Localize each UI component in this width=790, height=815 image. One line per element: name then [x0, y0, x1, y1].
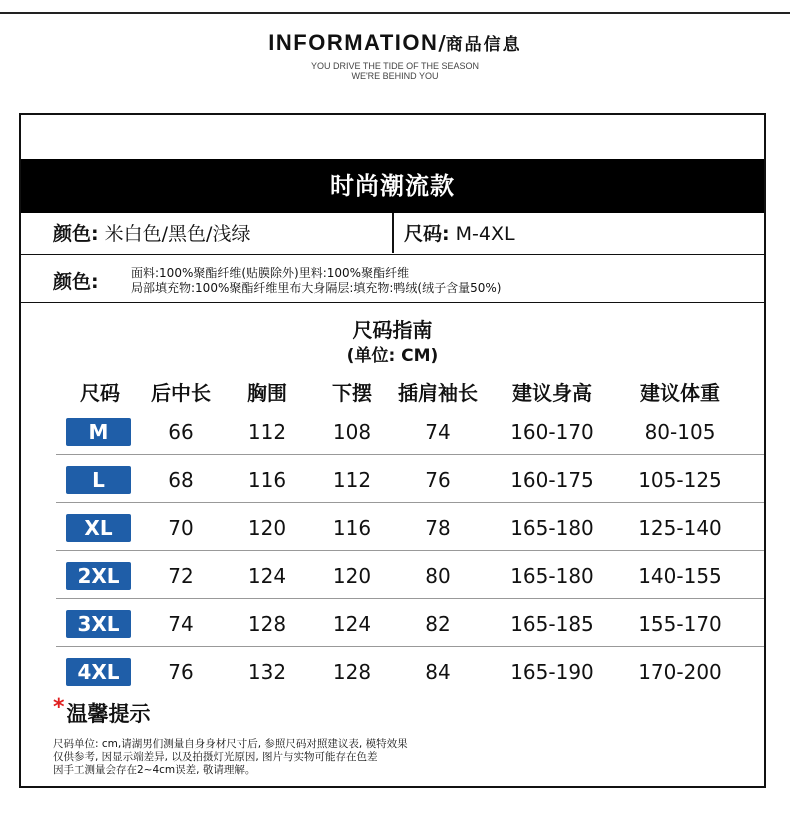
asterisk-icon: * [53, 695, 65, 720]
tips-title: 温馨提示 [66, 702, 151, 726]
header-weight: 建议体重 [640, 381, 720, 405]
cell-sleeve: 78 [425, 516, 451, 540]
tips-notes [53, 738, 408, 777]
cell-weight: 105-125 [638, 468, 722, 492]
material-text [131, 266, 501, 296]
size-table-header [21, 377, 764, 407]
color-label: 颜色: [53, 223, 99, 245]
tips-heading [53, 695, 151, 728]
cell-divider [392, 213, 394, 253]
product-info-card [19, 113, 766, 788]
cell-hem: 112 [332, 468, 372, 492]
cell-height: 160-170 [510, 420, 594, 444]
size-value: M-4XL [455, 223, 515, 245]
header-subtitle [0, 61, 790, 81]
cell-weight: 140-155 [638, 564, 722, 588]
cell-back-length: 66 [168, 420, 194, 444]
cell-sleeve: 82 [425, 612, 451, 636]
cell-chest: 132 [247, 660, 287, 684]
section-header [0, 30, 790, 56]
size-label: 尺码: [404, 223, 450, 245]
cell-height: 165-180 [510, 564, 594, 588]
cell-weight: 170-200 [638, 660, 722, 684]
tips-line-3: 因手工测量会存在2~4cm误差, 敬请理解。 [53, 764, 256, 776]
size-cell [404, 213, 515, 253]
header-hem: 下摆 [332, 381, 372, 405]
cell-hem: 124 [332, 612, 372, 636]
cell-sleeve: 74 [425, 420, 451, 444]
size-badge: M [66, 418, 131, 446]
size-guide-unit: (单位: CM) [346, 346, 439, 366]
cell-back-length: 70 [168, 516, 194, 540]
cell-hem: 128 [332, 660, 372, 684]
cell-hem: 120 [332, 564, 372, 588]
table-row [21, 647, 764, 695]
table-row [21, 407, 764, 455]
table-row [21, 599, 764, 647]
color-cell [53, 213, 250, 253]
cell-back-length: 76 [168, 660, 194, 684]
material-line-1: 面料:100%聚酯纤维(贴膜除外)里料:100%聚酯纤维 [131, 266, 410, 280]
cell-weight: 80-105 [644, 420, 716, 444]
size-badge: XL [66, 514, 131, 542]
size-badge: L [66, 466, 131, 494]
cell-back-length: 72 [168, 564, 194, 588]
header-slash: / [438, 31, 446, 55]
cell-chest: 124 [247, 564, 287, 588]
table-row [21, 551, 764, 599]
header-subtitle-line2: WE'RE BEHIND YOU [351, 71, 439, 81]
cell-sleeve: 80 [425, 564, 451, 588]
color-size-row [21, 213, 764, 255]
cell-sleeve: 84 [425, 660, 451, 684]
tips-line-2: 仅供参考, 因显示端差异, 以及拍摄灯光原因, 图片与实物可能存在色差 [53, 751, 378, 763]
header-title-en: INFORMATION [268, 30, 439, 55]
cell-back-length: 74 [168, 612, 194, 636]
cell-weight: 155-170 [638, 612, 722, 636]
cell-weight: 125-140 [638, 516, 722, 540]
header-sleeve: 插肩袖长 [398, 381, 478, 405]
header-chest: 胸围 [247, 381, 287, 405]
header-height: 建议身高 [512, 381, 592, 405]
size-guide-title: 尺码指南 [352, 318, 433, 342]
table-row [21, 455, 764, 503]
cell-back-length: 68 [168, 468, 194, 492]
header-size: 尺码 [80, 381, 120, 405]
cell-chest: 120 [247, 516, 287, 540]
header-back-length: 后中长 [151, 381, 211, 405]
cell-height: 160-175 [510, 468, 594, 492]
size-badge: 2XL [66, 562, 131, 590]
material-label: 颜色: [53, 271, 99, 293]
cell-hem: 116 [332, 516, 372, 540]
cell-height: 165-185 [510, 612, 594, 636]
cell-hem: 108 [332, 420, 372, 444]
header-subtitle-line1: YOU DRIVE THE TIDE OF THE SEASON [310, 61, 480, 71]
top-divider [0, 12, 790, 14]
table-row [21, 503, 764, 551]
cell-height: 165-180 [510, 516, 594, 540]
cell-sleeve: 76 [425, 468, 451, 492]
cell-chest: 112 [247, 420, 287, 444]
cell-chest: 128 [247, 612, 287, 636]
material-line-2: 局部填充物:100%聚酯纤维里布大身隔层:填充物:鸭绒(绒子含量50%) [131, 281, 502, 295]
style-banner: 时尚潮流款 [21, 159, 764, 213]
header-title-cn: 商品信息 [445, 35, 522, 55]
cell-chest: 116 [247, 468, 287, 492]
color-value: 米白色/黑色/浅绿 [104, 223, 251, 245]
tips-line-1: 尺码单位: cm,请湖男们测量自身身材尺寸后, 参照尺码对照建议表, 模特效果 [53, 738, 408, 750]
size-badge: 3XL [66, 610, 131, 638]
size-badge: 4XL [66, 658, 131, 686]
material-row [21, 255, 764, 303]
cell-height: 165-190 [510, 660, 594, 684]
